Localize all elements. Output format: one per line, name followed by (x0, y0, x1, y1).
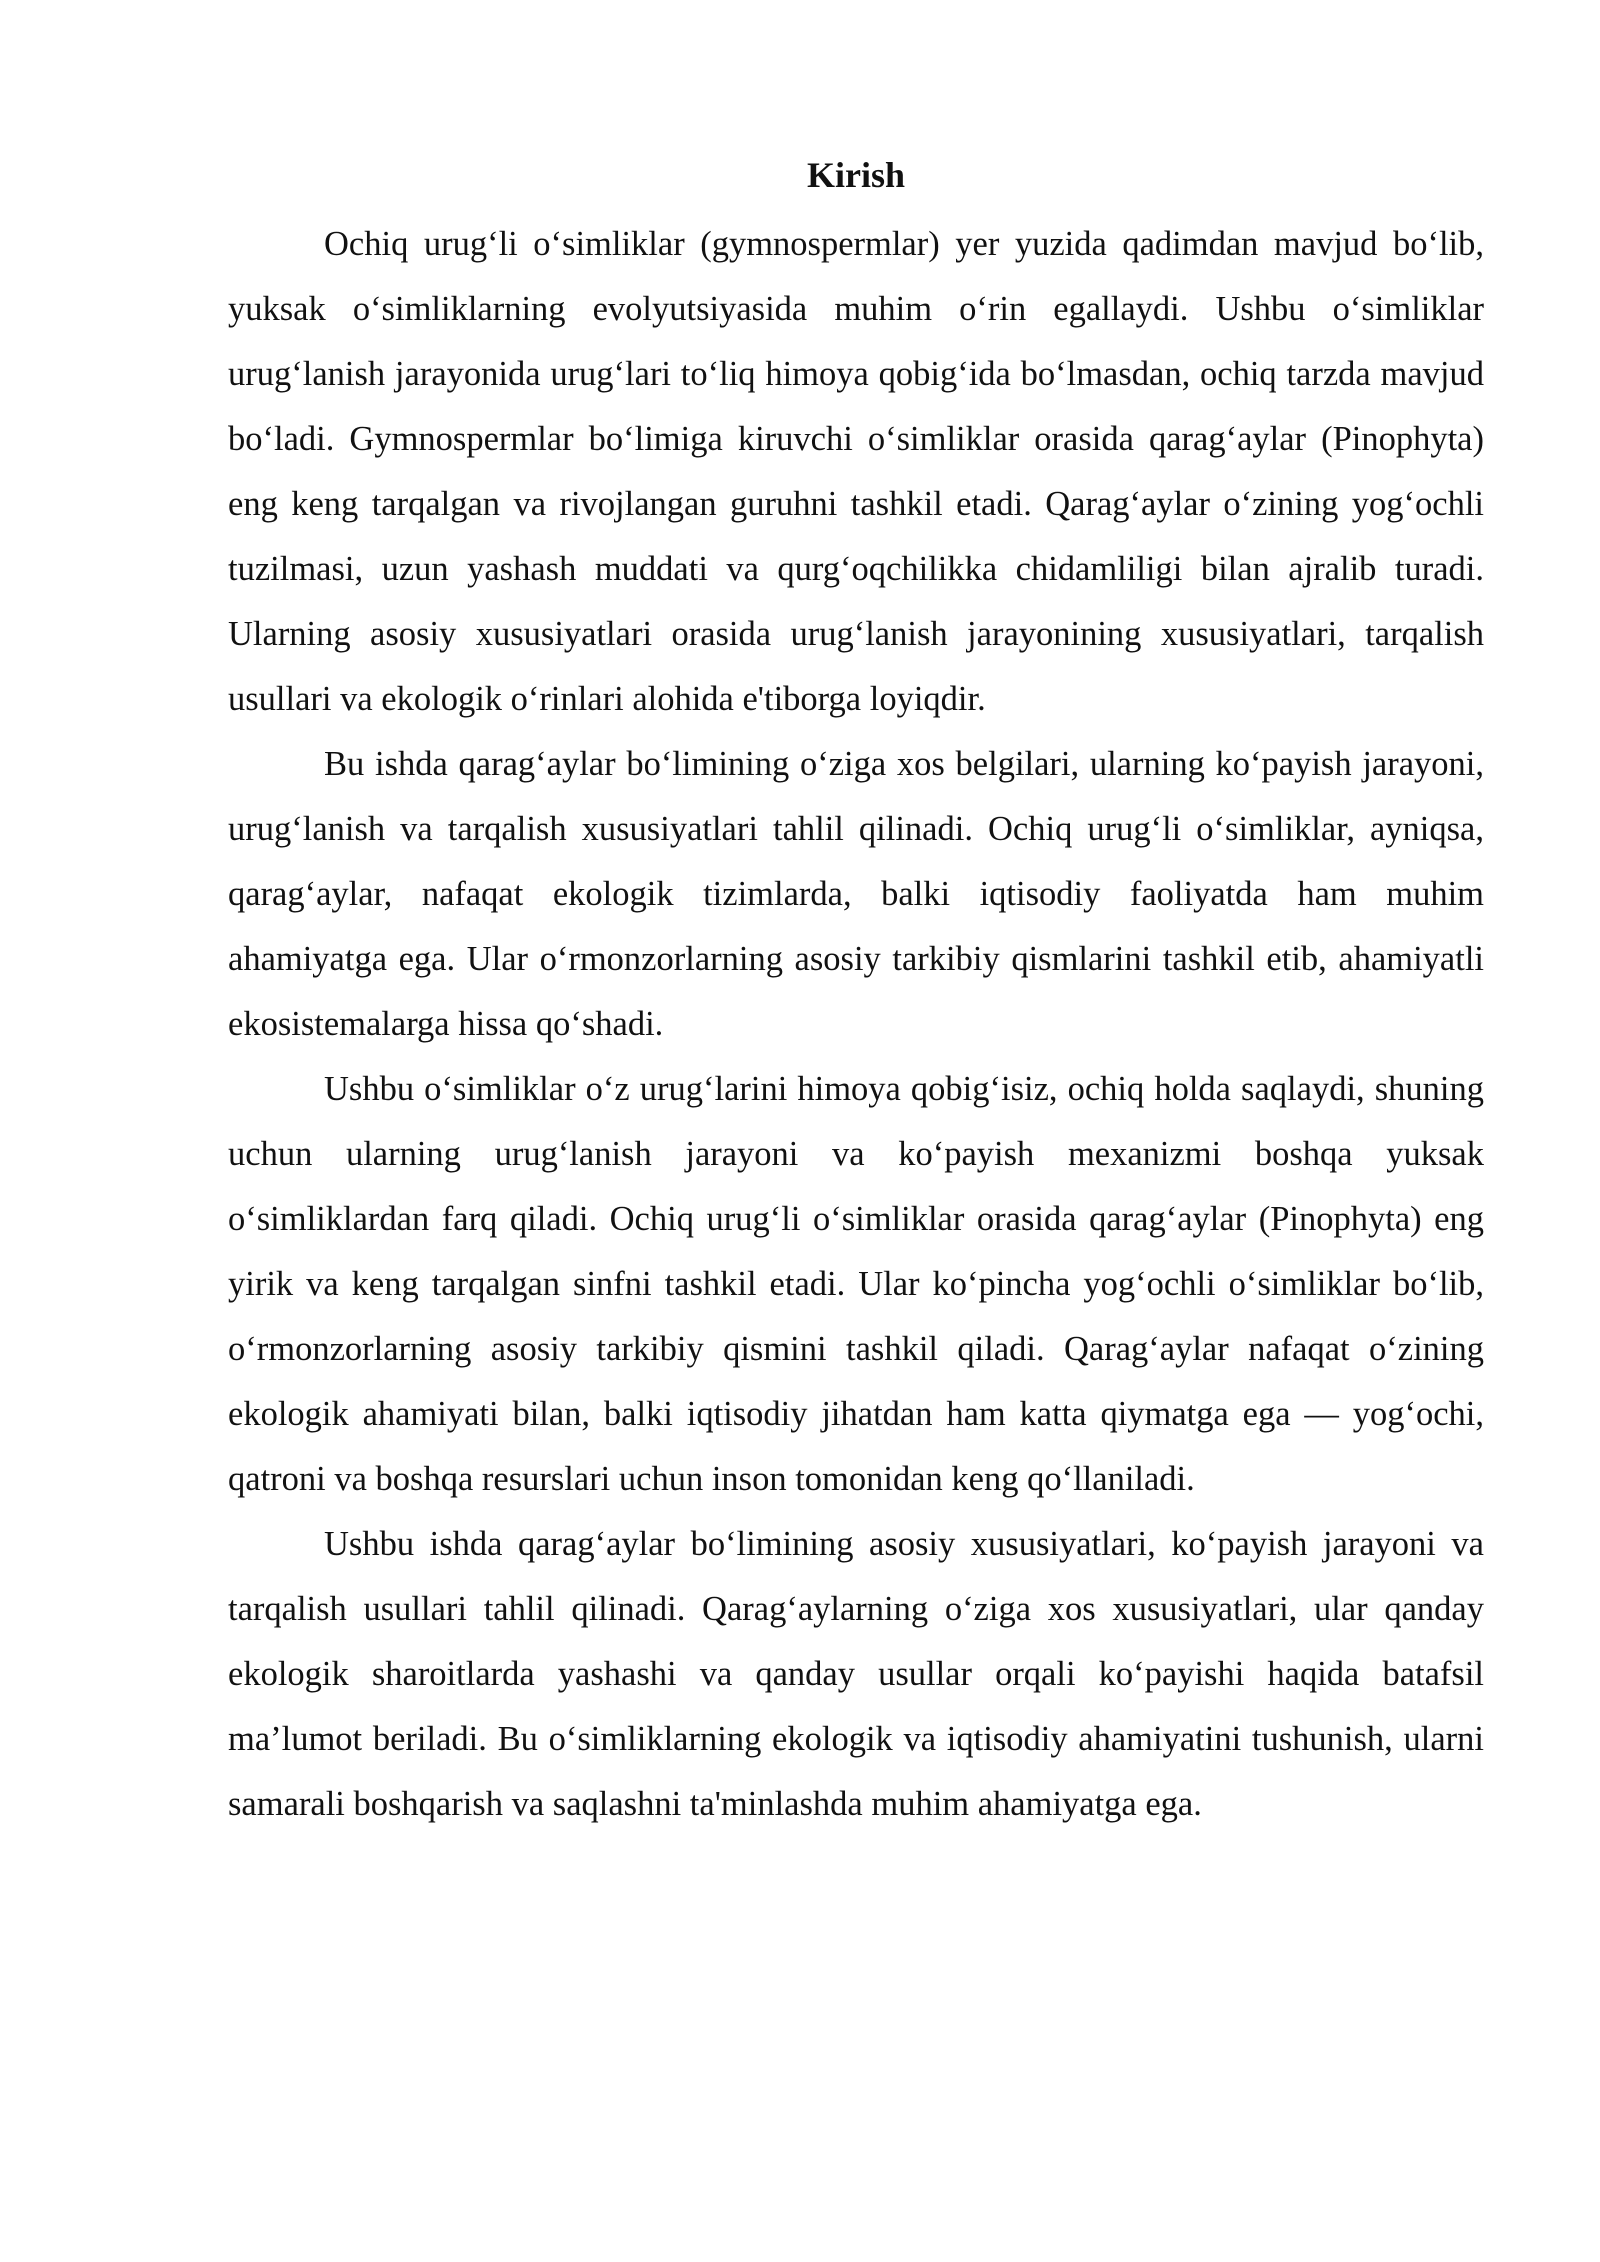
page-title: Kirish (806, 155, 905, 195)
paragraph-3: Ushbu o‘simliklar o‘z urug‘larini himoya qobig‘isiz, ochiq holda saqlaydi, shuning uchun ularning urug‘lanish jarayoni va ko‘payish mexanizmi boshqa yuksak o‘simliklardan farq qiladi. Ochiq urug‘li o‘simliklar orasida qarag‘aylar (Pinophyta) eng yirik va keng tarqalgan sinfni tashkil etadi. Ular ko‘pincha yog‘ochli o‘simliklar bo‘lib, o‘rmonzorlarning asosiy tarkibiy qismini tashkil qiladi. Qarag‘aylar nafaqat o‘zining ekologik ahamiyati bilan, balki iqtisodiy jihatdan ham katta qiymatga ega — yog‘ochi, qatroni va boshqa resurslari uchun inson tomonidan keng qo‘llaniladi. (228, 1070, 1484, 1498)
paragraph-1: Ochiq urug‘li o‘simliklar (gymnospermlar) yer yuzida qadimdan mavjud bo‘lib, yuksak o‘simliklarning evolyutsiyasida muhim o‘rin egallaydi. Ushbu o‘simliklar urug‘lanish jarayonida urug‘lari to‘liq himoya qobig‘ida bo‘lmasdan, ochiq tarzda mavjud bo‘ladi. Gymnospermlar bo‘limiga kiruvchi o‘simliklar orasida qarag‘aylar (Pinophyta) eng keng tarqalgan va rivojlangan guruhni tashkil etadi. Qarag‘aylar o‘zining yog‘ochli tuzilmasi, uzun yashash muddati va qurg‘oqchilikka chidamliligi bilan ajralib turadi. Ularning asosiy xususiyatlari orasida urug‘lanish jarayonining xususiyatlari, tarqalish usullari va ekologik o‘rinlari alohida e'tiborga loyiqdir. (228, 225, 1484, 718)
paragraph-2: Bu ishda qarag‘aylar bo‘limining o‘ziga xos belgilari, ularning ko‘payish jarayoni, urug‘lanish va tarqalish xususiyatlari tahlil qilinadi. Ochiq urug‘li o‘simliklar, ayniqsa, qarag‘aylar, nafaqat ekologik tizimlarda, balki iqtisodiy faoliyatda ham muhim ahamiyatga ega. Ular o‘rmonzorlarning asosiy tarkibiy qismlarini tashkil etib, ahamiyatli ekosistemalarga hissa qo‘shadi. (228, 745, 1484, 1043)
paragraph-4: Ushbu ishda qarag‘aylar bo‘limining asosiy xususiyatlari, ko‘payish jarayoni va tarqalish usullari tahlil qilinadi. Qarag‘aylarning o‘ziga xos xususiyatlari, ular qanday ekologik sharoitlarda yashashi va qanday usullar orqali ko‘payishi haqida batafsil ma’lumot beriladi. Bu o‘simliklarning ekologik va iqtisodiy ahamiyatini tushunish, ularni samarali boshqarish va saqlashni ta'minlashda muhim ahamiyatga ega. (228, 1525, 1484, 1823)
document-page (228, 150, 1484, 1837)
